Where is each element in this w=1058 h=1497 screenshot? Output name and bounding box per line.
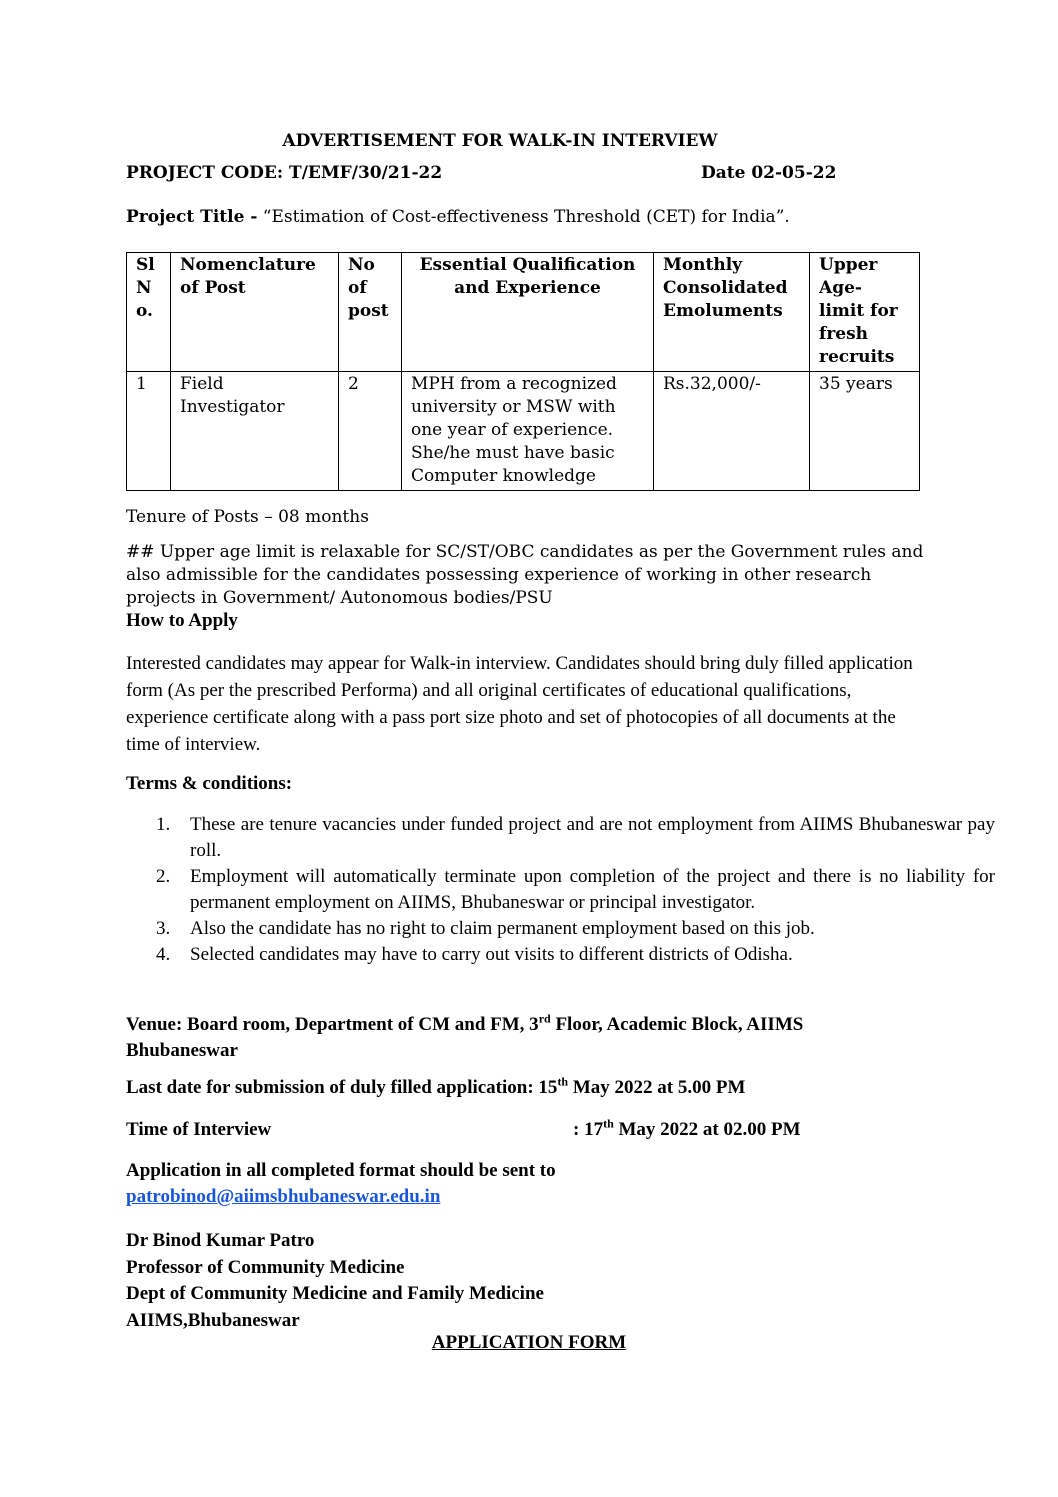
interview-time-label: Time of Interview [126, 1119, 272, 1140]
venue-text-part: Floor, Academic Block, AIIMS Bhubaneswar [126, 1014, 804, 1061]
project-title-label: Project Title - [126, 207, 258, 227]
cell-age-limit: 35 years [810, 372, 920, 491]
tenure-text: Tenure of Posts – 08 months [126, 507, 369, 527]
venue-text-part: Venue: Board room, Department of CM and FM, 3 [126, 1014, 539, 1035]
project-title-text: “Estimation of Cost-effectiveness Threshold (CET) for India”. [257, 207, 790, 227]
table-row [127, 372, 920, 491]
last-date-part: May 2022 at 5.00 PM [568, 1077, 746, 1098]
cell-sl-no: 1 [127, 372, 171, 491]
application-form-title: APPLICATION FORM [431, 1332, 627, 1353]
document-title: ADVERTISEMENT FOR WALK-IN INTERVIEW [282, 131, 718, 151]
signatory-designation: Professor of Community Medicine [126, 1256, 405, 1278]
interview-time-part: : 17 [573, 1119, 604, 1140]
cell-post-count: 2 [339, 372, 402, 491]
signature-block [126, 1228, 544, 1334]
last-date-sup: th [557, 1074, 569, 1089]
table-header-row [127, 253, 920, 372]
interview-time-value [573, 1116, 801, 1141]
project-code: PROJECT CODE: T/EMF/30/21-22 [126, 163, 443, 183]
advertisement-date: Date 02-05-22 [701, 163, 837, 183]
cell-post-name: Field Investigator [171, 372, 339, 491]
project-title-line [126, 207, 790, 227]
list-item: Selected candidates may have to carry out visits to different districts of Odisha. [190, 944, 793, 965]
posts-table [126, 252, 920, 491]
signatory-department: Dept of Community Medicine and Family Medicine [126, 1283, 544, 1304]
venue-text [126, 1012, 916, 1064]
list-item: Employment will automatically terminate upon completion of the project and there is no liability for permanent employment on AIIMS, Bhubaneswar or principal investigator. [190, 866, 995, 913]
header-post-name: Nomenclature of Post [171, 253, 339, 372]
how-to-apply-body: Interested candidates may appear for Walk-in interview. Candidates should bring duly filled application form (As per the prescribed Performa) and all original certificates of educational qualifications, experience certificate along with a pass port size photo and set of photocopies of all documents at the time of interview. [126, 653, 913, 755]
age-relaxation-note: ## Upper age limit is relaxable for SC/ST/OBC candidates as per the Government rules and also admissible for the candidates possessing experience of working in other research projects in Government/ Autonomous bodies/PSU [126, 542, 924, 608]
terms-list [126, 812, 995, 968]
interview-time-sup: th [603, 1116, 614, 1131]
header-qualification: Essential Qualification and Experience [402, 253, 654, 372]
cell-emoluments: Rs.32,000/- [654, 372, 810, 491]
header-age-limit: Upper Age- limit for fresh recruits [810, 253, 920, 372]
last-date-part: Last date for submission of duly filled application: 15 [126, 1077, 558, 1098]
signatory-name: Dr Binod Kumar Patro [126, 1230, 315, 1251]
email-link[interactable]: patrobinod@aiimsbhubaneswar.edu.in [126, 1186, 441, 1207]
list-item: Also the candidate has no right to claim permanent employment based on this job. [190, 918, 815, 939]
last-date-text [126, 1074, 746, 1099]
header-post-count: No of post [339, 253, 402, 372]
application-sent-text: Application in all completed format should be sent to [126, 1160, 556, 1181]
venue-sup: rd [538, 1011, 551, 1026]
terms-heading: Terms & conditions: [126, 773, 293, 794]
signatory-institute: AIIMS,Bhubaneswar [126, 1309, 300, 1331]
list-item: These are tenure vacancies under funded project and are not employment from AIIMS Bhubaneswar pay roll. [190, 814, 995, 861]
cell-qualification: MPH from a recognized university or MSW with one year of experience. She/he must have basic Computer knowledge [402, 372, 654, 491]
header-emoluments: Monthly Consolidated Emoluments [654, 253, 810, 372]
how-to-apply-heading: How to Apply [126, 610, 238, 631]
header-sl-no: Sl N o. [127, 253, 171, 372]
interview-time-part: May 2022 at 02.00 PM [613, 1119, 801, 1140]
